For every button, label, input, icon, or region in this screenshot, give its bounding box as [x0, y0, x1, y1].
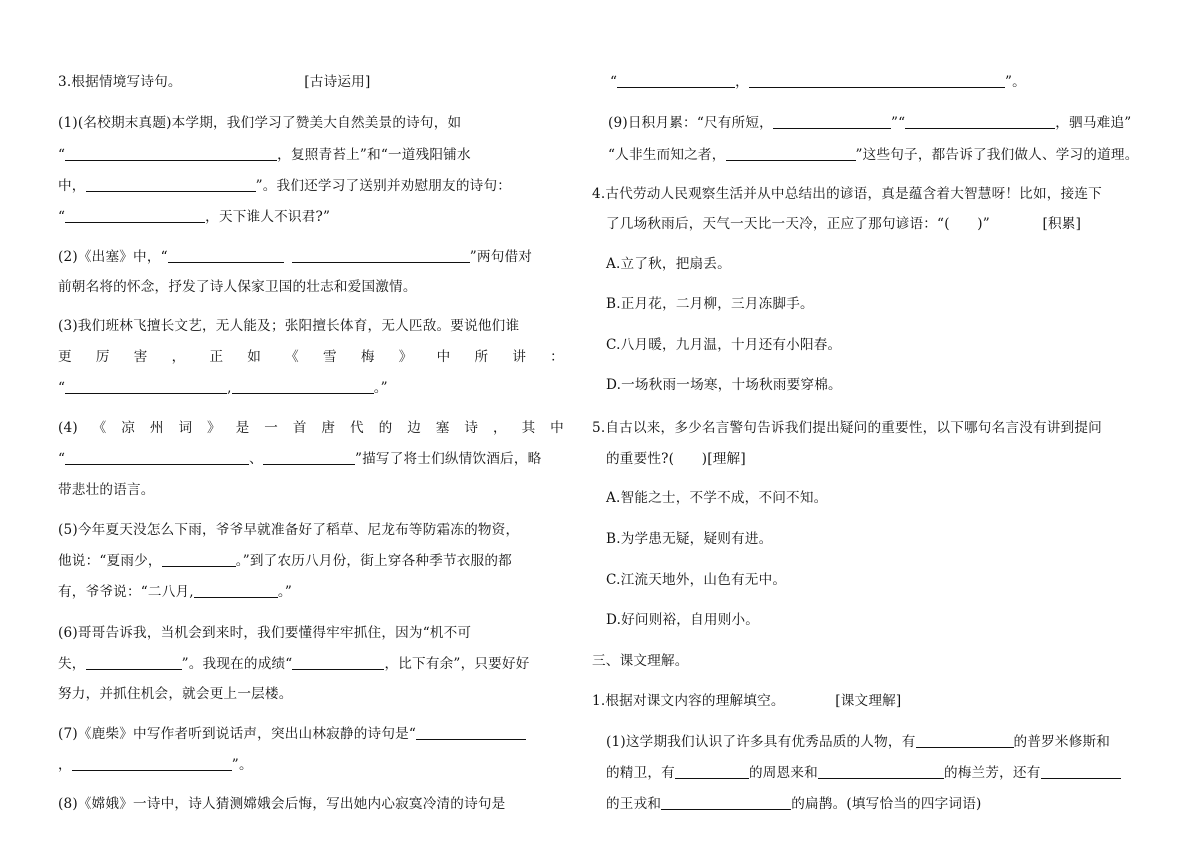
glyph: 代: [350, 420, 364, 436]
q5-option-a[interactable]: A.智能之士，不学不成，不问不知。: [606, 490, 828, 506]
answer-blank[interactable]: [916, 733, 1014, 748]
answer-blank[interactable]: [749, 73, 1005, 88]
text: 中，: [58, 178, 86, 194]
text: ”。: [1004, 74, 1026, 90]
p4-line3: 带悲壮的语言。: [58, 482, 155, 498]
p1-line4: [58, 207, 330, 227]
answer-blank[interactable]: [661, 795, 791, 810]
glyph: 如: [247, 349, 262, 365]
glyph: 更: [58, 349, 72, 365]
answer-blank[interactable]: [818, 764, 944, 779]
answer-blank[interactable]: [232, 379, 374, 394]
section-q1-tag: [课文理解]: [835, 693, 902, 709]
answer-blank[interactable]: [675, 764, 749, 779]
q5-line1: 5.自古以来，多少名言警句告诉我们提出疑问的重要性，以下哪句名言没有讲到提问: [592, 420, 1102, 436]
p9-line2: [608, 145, 1139, 165]
text: 的王戎和: [606, 796, 662, 812]
answer-blank[interactable]: [72, 756, 232, 771]
text: (7)《鹿柴》中写作者听到说话声，突出山林寂静的诗句是“: [58, 726, 417, 742]
answer-blank[interactable]: [773, 114, 891, 129]
p8-line1: (8)《嫦娥》一诗中，诗人猜测嫦娥会后悔，写出她内心寂寞冷清的诗句是: [58, 796, 506, 812]
text: 。”: [277, 584, 292, 600]
glyph: ，: [492, 420, 507, 436]
text: ，驷马难追”: [1055, 115, 1132, 131]
p5-line1: (5)今年夏天没怎么下雨，爷爷早就准备好了稻草、尼龙布等防霜冻的物资，: [58, 522, 520, 538]
text: “: [58, 380, 66, 396]
answer-blank[interactable]: [617, 73, 735, 88]
glyph: 是: [235, 420, 250, 436]
answer-blank[interactable]: [65, 379, 227, 394]
text: 。”: [373, 380, 388, 396]
text: ，: [735, 74, 749, 90]
glyph: 首: [292, 420, 307, 436]
text: “: [58, 147, 66, 163]
answer-blank[interactable]: [168, 248, 284, 263]
answer-blank[interactable]: [416, 725, 526, 740]
q5-option-c[interactable]: C.江流天地外，山色有无中。: [606, 572, 787, 588]
answer-blank[interactable]: [292, 248, 470, 263]
text: ，比下有余”，只要好好: [384, 656, 530, 672]
answer-blank[interactable]: [905, 114, 1055, 129]
answer-blank[interactable]: [292, 655, 384, 670]
p5-line3: [58, 582, 292, 602]
text: 、: [249, 451, 263, 467]
glyph: 边: [407, 420, 421, 436]
text: ，复照青苔上”和“一道残阳铺水: [277, 147, 471, 163]
text: 的梅兰芳，还有: [943, 765, 1041, 781]
text: 的精卫，有: [606, 765, 675, 781]
text: ”这些句子，都告诉了我们做人、学习的道理。: [855, 147, 1139, 163]
glyph: 害: [133, 349, 148, 365]
q5-option-d[interactable]: D.好问则裕，自用则小。: [606, 612, 760, 628]
q4-line1: 4.古代劳动人民观察生活并从中总结出的谚语，真是蕴含着大智慧呀！比如，接连下: [592, 186, 1102, 202]
answer-blank[interactable]: [162, 552, 236, 567]
p1-line1: (1)(名校期末真题)本学期，我们学习了赞美大自然美景的诗句，如: [58, 115, 462, 131]
text: ，: [58, 757, 72, 773]
p5-line2: [58, 551, 512, 571]
answer-blank[interactable]: [194, 583, 278, 598]
p3-line2: [58, 347, 564, 367]
text: ，天下谁人不识君?”: [205, 209, 331, 225]
p8-answer-line: [610, 72, 1026, 92]
text: 了几场秋雨后，天气一天比一天冷，正应了那句谚语：“( )”: [606, 216, 990, 232]
text: ”。: [231, 757, 253, 773]
p6-line1: (6)哥哥告诉我，当机会到来时，我们要懂得牢牢抓住，因为“机不可: [58, 625, 472, 641]
glyph: 州: [149, 420, 164, 436]
text: 。”到了农历八月份，街上穿各种季节衣服的都: [235, 553, 512, 569]
text: “: [610, 74, 618, 90]
answer-blank[interactable]: [263, 450, 355, 465]
glyph: 的: [378, 420, 393, 436]
q4-option-d[interactable]: D.一场秋雨一场寒，十场秋雨要穿棉。: [606, 377, 842, 393]
answer-blank[interactable]: [65, 208, 205, 223]
p6-line2: [58, 654, 530, 674]
q4-option-b[interactable]: B.正月花，二月柳，三月冻脚手。: [606, 296, 814, 312]
q4-line2: [606, 214, 1081, 234]
glyph: 中: [550, 420, 564, 436]
p3-line3: [58, 378, 388, 398]
q4-tag: [积累]: [1042, 216, 1082, 232]
q3-tag: [古诗运用]: [304, 74, 371, 90]
text: 有，爷爷说：“二八月,: [58, 584, 194, 600]
q1-line3: [606, 794, 982, 814]
p7-line2: [58, 755, 253, 775]
p4-line1: [58, 418, 564, 438]
glyph: 《: [285, 349, 299, 365]
glyph: 讲: [512, 349, 527, 365]
text: (9)日积月累：“尺有所短，: [608, 115, 773, 131]
p6-line3: 努力，并抓住机会，就会更上一层楼。: [58, 686, 293, 702]
glyph: 雪: [323, 349, 337, 365]
q5-line2: 的重要性?( )[理解]: [606, 451, 746, 467]
q4-option-a[interactable]: A.立了秋，把扇丢。: [606, 256, 731, 272]
p1-line2: [58, 145, 471, 165]
glyph: 正: [209, 349, 224, 365]
p3-line1: (3)我们班林飞擅长文艺，无人能及；张阳擅长体育，无人匹敌。要说他们谁: [58, 318, 520, 334]
text: ”“: [890, 115, 906, 131]
glyph: 其: [521, 420, 536, 436]
glyph: 梅: [360, 349, 375, 365]
answer-blank[interactable]: [65, 146, 277, 161]
text: ”描写了将士们纵情饮酒后，略: [354, 451, 542, 467]
glyph: 一: [264, 420, 279, 436]
text: “: [58, 209, 66, 225]
glyph: (4): [58, 420, 78, 436]
glyph: ，: [171, 349, 186, 365]
glyph: 厉: [95, 349, 110, 365]
p9-line1: [608, 113, 1131, 133]
text: ”。我们还学习了送别并劝慰朋友的诗句：: [255, 178, 512, 194]
text: 失，: [58, 656, 86, 672]
glyph: 唐: [321, 420, 336, 436]
text: 他说：“夏雨少，: [58, 553, 162, 569]
answer-blank[interactable]: [1041, 764, 1121, 779]
glyph: ：: [550, 349, 564, 365]
answer-blank[interactable]: [65, 450, 249, 465]
section-q1-heading: [592, 691, 901, 711]
text: 的周恩来和: [748, 765, 818, 781]
section-3-heading: 三、课文理解。: [592, 653, 689, 669]
q4-option-c[interactable]: C.八月暖，九月温，十月还有小阳春。: [606, 337, 842, 353]
text: (2)《出塞》中，“: [58, 249, 168, 265]
text: (1)这学期我们认识了许多具有优秀品质的人物，有: [606, 734, 916, 750]
text: ,: [227, 380, 232, 396]
q3-title: 3.根据情境写诗句。: [58, 74, 182, 90]
p4-line2: [58, 449, 541, 469]
q1-line1: [606, 732, 1110, 752]
p1-line3: [58, 176, 511, 196]
answer-blank[interactable]: [86, 177, 256, 192]
text: ”。我现在的成绩“: [181, 656, 293, 672]
p2-line1: [58, 247, 532, 267]
answer-blank[interactable]: [726, 146, 856, 161]
text: “人非生而知之者，: [608, 147, 726, 163]
glyph: 》: [398, 349, 413, 365]
q3-heading: [58, 72, 370, 92]
q1-line2: [606, 763, 1121, 783]
glyph: 所: [474, 349, 489, 365]
glyph: 》: [207, 420, 221, 436]
glyph: 《: [92, 420, 107, 436]
text: “: [58, 451, 66, 467]
q5-option-b[interactable]: B.为学患无疑，疑则有进。: [606, 531, 773, 547]
glyph: 词: [178, 420, 193, 436]
section-q1-title: 1.根据对课文内容的理解填空。: [592, 693, 785, 709]
p2-line2: 前朝名将的怀念，抒发了诗人保家卫国的壮志和爱国激情。: [58, 279, 417, 295]
glyph: 中: [436, 349, 451, 365]
answer-blank[interactable]: [86, 655, 182, 670]
text: 的扁鹊。(填写恰当的四字词语): [791, 796, 982, 812]
glyph: 凉: [121, 420, 136, 436]
text: 的普罗米修斯和: [1013, 734, 1111, 750]
glyph: 塞: [435, 420, 450, 436]
glyph: 诗: [464, 420, 479, 436]
text: ”两句借对: [469, 249, 533, 265]
p7-line1: [58, 724, 526, 744]
